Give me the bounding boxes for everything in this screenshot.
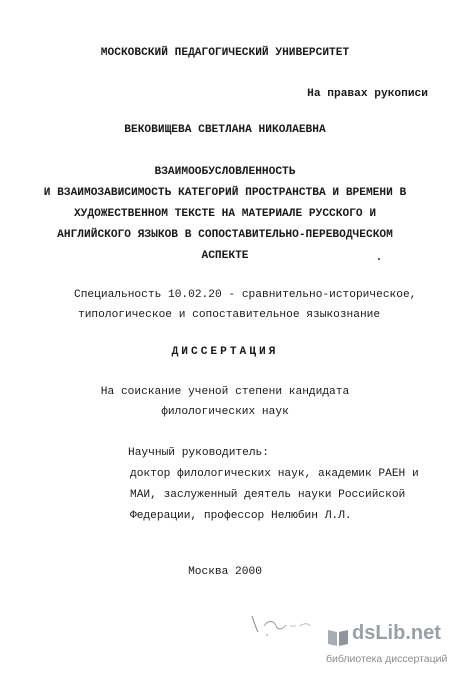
specialty-line: типологическое и сопоставительное языкознание xyxy=(78,309,381,321)
title-line: И ВЗАИМОЗАВИСИМОСТЬ КАТЕГОРИЙ ПРОСТРАНСТВА И ВРЕМЕНИ В xyxy=(43,187,407,199)
document-type: ДИССЕРТАЦИЯ xyxy=(171,346,279,358)
supervisor-line: МАИ, заслуженный деятель науки Российской xyxy=(130,489,406,501)
rights-notice: На правах рукописи xyxy=(307,88,428,100)
title-line: АСПЕКТЕ xyxy=(201,250,249,262)
watermark-brand: dsLib.net xyxy=(352,622,441,644)
supervisor-heading: Научный руководитель: xyxy=(128,447,269,459)
title-line: АНГЛИЙСКОГО ЯЗЫКОВ В СОПОСТАВИТЕЛЬНО-ПЕРЕВОДЧЕСКОМ xyxy=(57,229,393,241)
degree-line: На соискание ученой степени кандидата xyxy=(100,386,350,398)
watermark xyxy=(326,622,448,674)
supervisor-line: Федерации, профессор Нелюбин Л.Л. xyxy=(130,510,352,522)
scan-speck xyxy=(378,258,380,260)
handwritten-mark xyxy=(244,610,324,640)
degree-line: филологических наук xyxy=(161,406,289,418)
supervisor-line: доктор филологических наук, академик РАЕН и xyxy=(130,468,419,480)
city-year: Москва 2000 xyxy=(188,566,262,578)
title-line: ХУДОЖЕСТВЕННОМ ТЕКСТЕ НА МАТЕРИАЛЕ РУССКОГО И xyxy=(73,208,377,220)
university-name: МОСКОВСКИЙ ПЕДАГОГИЧЕСКИЙ УНИВЕРСИТЕТ xyxy=(100,47,350,59)
author-name: ВЕКОВИЩЕВА СВЕТЛАНА НИКОЛАЕВНА xyxy=(124,124,326,136)
book-logo-icon xyxy=(326,626,350,648)
watermark-caption: библиотека диссертаций xyxy=(326,653,448,665)
title-line: ВЗАИМООБУСЛОВЛЕННОСТЬ xyxy=(154,166,296,178)
specialty-line: Специальность 10.02.20 - сравнительно-историческое, xyxy=(74,289,417,301)
